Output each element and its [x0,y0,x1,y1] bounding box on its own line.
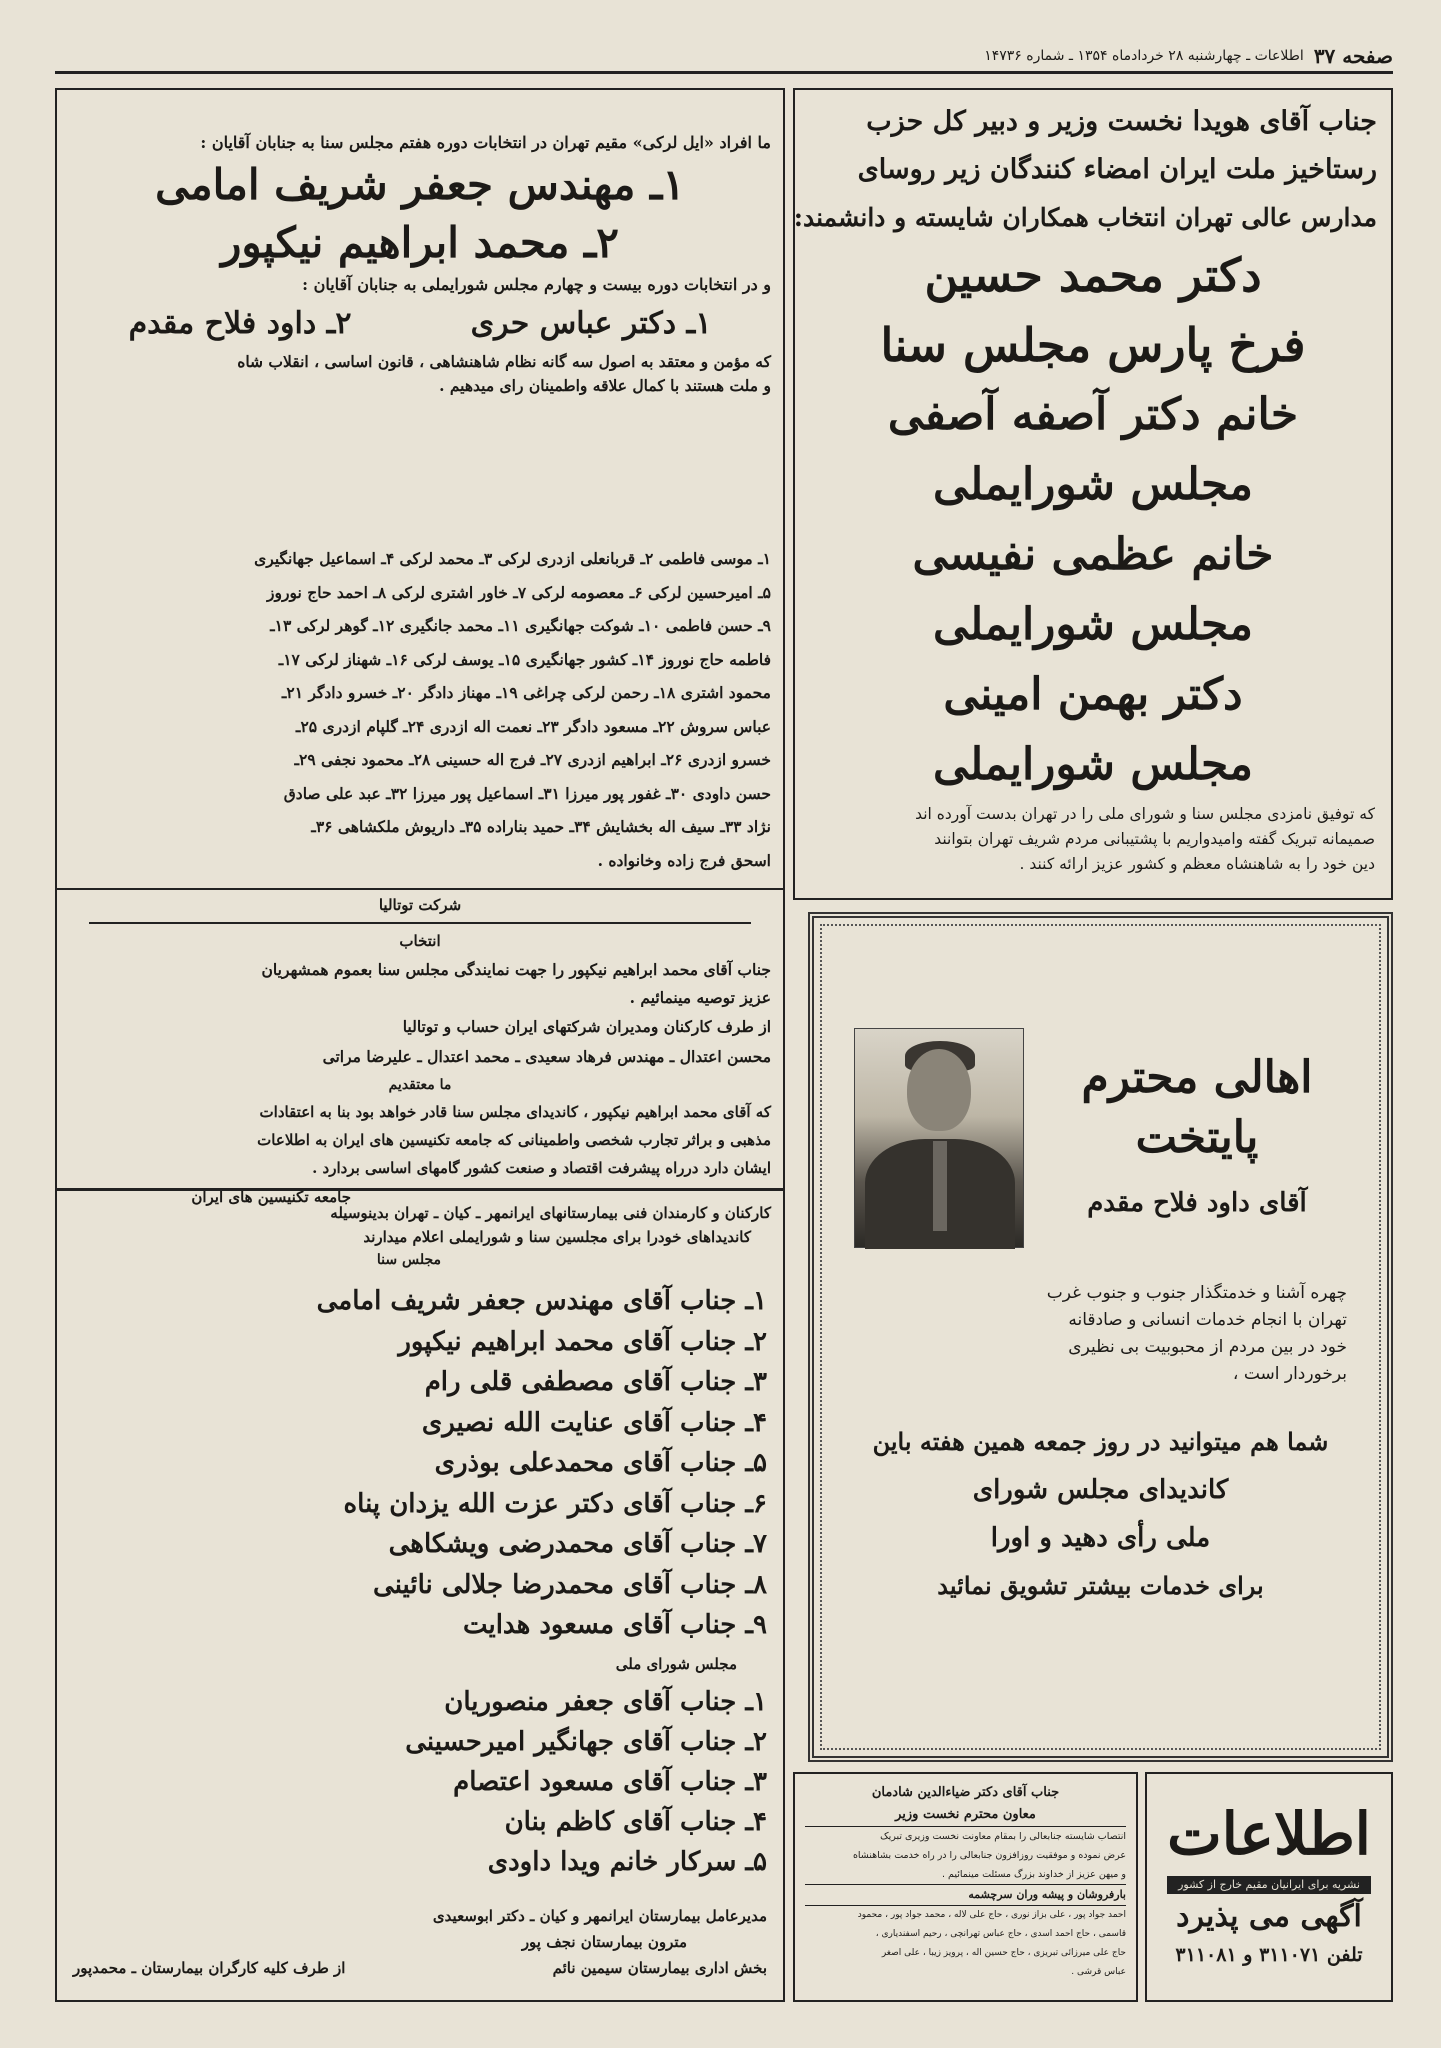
lorki-signers-10: اسحق فرج زاده وخانواده . [597,850,771,870]
lorki-signers-4: فاطمه حاج نوروز ۱۴ـ کشور جهانگیری ۱۵ـ یوسف لرکی ۱۶ـ شهناز لرکی ۱۷ـ [278,649,771,669]
ettelaat-accepts: آگهی می پذیرد [1176,1899,1362,1934]
endorsement-closing-3: دین خود را به شاهنشاه معظم و کشور عزیز ارائه کنند . [1019,855,1375,873]
congrats-line-6: قاسمی ، حاج احمد اسدی ، حاج عباس تهرانچی ، رحیم اسفندیاری ، [875,1929,1126,1939]
candidate-photo [854,1028,1024,1248]
congrats-line-5: احمد جواد پور ، علی بزاز نوری ، حاج علی لاله ، محمد جواد پور ، محمود [857,1910,1126,1920]
technicians-sign: جامعه تکنیسین های ایران [191,1188,351,1206]
framed-candidate-name: آقای داود فلاح مقدم [1087,1188,1307,1218]
hospital-majlis-2: ۲ـ جناب آقای جهانگیر امیرحسینی [405,1726,767,1757]
ettelaat-phone: تلفن ۳۱۱۰۷۱ و ۳۱۱۰۸۱ [1175,1944,1363,1966]
left-column [55,88,785,1230]
technicians-body-2: مذهبی و براثر تجارب شخصی واطمینانی که جامعه تکنیسین های ایران به اطلاعات [257,1131,771,1149]
technicians-body-1: که آقای محمد ابراهیم نیکپور ، کاندیدای مجلس سنا قادر خواهد بود بنا به اعتقادات [259,1103,771,1121]
candidate-name-5: خانم عظمی نفیسی [912,529,1274,580]
lorki-senate-2: ۲ـ محمد ابراهیم نیکپور [221,218,619,267]
technicians-body-3: ایشان دارد درراه پیشرفت اقتصاد و صنعت کشور گامهای اساسی بردارد . [312,1159,771,1177]
lorki-majlis-2: ۲ـ داود فلاح مقدم [128,306,352,341]
hospital-senate-7: ۷ـ جناب آقای محمدرضی ویشکاهی [388,1529,767,1559]
framed-body-3: خود در بین مردم از محبوبیت بی نظیری [1068,1337,1347,1357]
totalia-from: از طرف کارکنان ومدیران شرکتهای ایران حساب و توتالیا [402,1017,771,1036]
lorki-senate-1: ۱ـ مهندس جعفر شریف امامی [155,160,685,209]
totalia-body-1: جناب آقای محمد ابراهیم نیکپور را جهت نمایندگی مجلس سنا بعموم همشهریان [261,960,771,979]
totalia-body-2: عزیز توصیه مینمائیم . [629,988,771,1007]
lorki-signers-9: نژاد ۳۳ـ سیف اله بخشایش ۳۴ـ حمید بناراده ۳۵ـ داریوش ملکشاهی ۳۶ـ [311,817,771,836]
lorki-signers-1: ۱ـ موسی فاطمی ۲ـ قربانعلی ازدری لرکی ۳ـ محمد لرکی ۴ـ اسماعیل جهانگیری [254,549,771,568]
issue-info: اطلاعات ـ چهارشنبه ۲۸ خردادماه ۱۳۵۴ ـ شماره ۱۴۷۳۶ [984,47,1304,64]
framed-call-3: ملی رأی دهید و اورا [990,1523,1211,1553]
endorsement-closing-2: صمیمانه تبریک گفته وامیدواریم با پشتیبانی مردم شریف تهران بتوانند [934,830,1375,848]
lorki-belief-1: که مؤمن و معتقد به اصول سه گانه نظام شاهنشاهی ، قانون اساسی ، انقلاب شاه [237,352,771,371]
totalia-company: شرکت توتالیا [378,896,462,914]
hospital-majlis-4: ۴ـ جناب آقای کاظم بنان [504,1806,767,1837]
hospital-senate-9: ۹ـ جناب آقای مسعود هدایت [462,1610,767,1640]
endorsement-intro-2: رستاخیز ملت ایران امضاء کنندگان زیر روسای [857,154,1377,185]
hospital-majlis-3: ۳ـ جناب آقای مسعود اعتصام [453,1766,767,1797]
page-header [55,40,1393,74]
ettelaat-ad [1145,1772,1393,2002]
lorki-signers-3: ۹ـ حسن فاطمی ۱۰ـ شوکت جهانگیری ۱۱ـ محمد جانگیری ۱۲ـ گوهر لرکی ۱۳ـ [270,616,771,635]
candidate-name-7: دکتر بهمن امینی [943,669,1243,720]
hospital-senate-4: ۴ـ جناب آقای عنایت الله نصیری [421,1407,767,1438]
framed-body-1: چهره آشنا و خدمتگذار جنوب و جنوب غرب [1046,1283,1347,1303]
framed-call-1: شما هم میتوانید در روز جمعه همین هفته باین [872,1427,1329,1456]
lorki-majlis-intro: و در انتخابات دوره بیست و چهارم مجلس شورایملی به جنابان آقایان : [302,275,771,294]
framed-body-4: برخوردار است ، [1232,1364,1347,1384]
totalia-heading: انتخاب [399,932,441,950]
lorki-signers-7: خسرو ازدری ۲۶ـ ابراهیم ازدری ۲۷ـ فرج اله حسینی ۲۸ـ محمود نجفی ۲۹ـ [294,750,771,769]
congrats-line-1: انتصاب شایسته جنابعالی را بمقام معاونت نخست وزیری تبریک [880,1831,1126,1842]
ettelaat-tagline: نشریه برای ایرانیان مقیم خارج از کشور [1167,1876,1371,1894]
hospital-senate-5: ۵ـ جناب آقای محمدعلی بوذری [434,1448,767,1478]
lorki-majlis-1: ۱ـ دکتر عباس حری [470,306,712,341]
congrats-line-2: عرض نموده و موفقیت روزافزون جنابعالی را در راه خدمت بشاهنشاه [852,1850,1126,1861]
totalia-names: محسن اعتدال ـ مهندس فرهاد سعیدی ـ محمد اعتدال ـ علیرضا مراتی [322,1047,771,1066]
hospital-majlis-label: مجلس شورای ملی [615,1654,737,1673]
hospital-signature-3: بخش اداری بیمارستان سیمین نائم [552,1959,767,1977]
candidate-name-6: مجلس شورایملی [933,599,1253,650]
hospital-intro-1: کارکنان و کارمندان فنی بیمارستانهای ایرانمهر ـ کیان ـ تهران بدینوسیله [330,1204,771,1222]
candidate-name-8: مجلس شورایملی [933,739,1253,790]
framed-body-2: تهران با انجام خدمات انسانی و صادقانه [1068,1310,1347,1330]
framed-call-4: برای خدمات بیشتر تشویق نمائید [937,1571,1264,1600]
hospital-senate-6: ۶ـ جناب آقای دکتر عزت الله یزدان پناه [343,1488,767,1519]
congrats-line-7: حاج علی میرزائی تبریزی ، حاج حسین اله ، پرویز زیبا ، علی اصغر [881,1948,1126,1958]
lorki-intro: ما افراد «ایل لرکی» مقیم تهران در انتخابات دوره هفتم مجلس سنا به جنابان آقایان : [200,133,771,152]
lorki-signers-6: عباس سروش ۲۲ـ مسعود دادگر ۲۳ـ نعمت اله ازدری ۲۴ـ گلپام ازدری ۲۵ـ [295,716,771,736]
hospital-majlis-5: ۵ـ سرکار خانم ویدا داودی [487,1846,767,1877]
hospital-senate-8: ۸ـ جناب آقای محمدرضا جلالی نائینی [373,1569,767,1600]
lorki-signers-2: ۵ـ امیرحسین لرکی ۶ـ معصومه لرکی ۷ـ خاور اشتری لرکی ۸ـ احمد حاج نوروز [267,582,771,602]
endorsement-intro-1: جناب آقای هویدا نخست وزیر و دبیر کل حزب [866,106,1377,137]
hospital-senate-label: مجلس سنا [376,1252,441,1268]
framed-title-1: اهالی محترم [1081,1052,1313,1103]
candidate-name-4: مجلس شورایملی [933,459,1253,510]
hospital-senate-1: ۱ـ جناب آقای مهندس جعفر شریف امامی [316,1286,767,1316]
congrats-line-8: عباس قرشی . [1071,1967,1126,1977]
congrats-line-3: و میهن عزیز از خداوند بزرگ مسئلت مینمائیم . [942,1869,1126,1880]
ettelaat-logo: اطلاعات [1167,1800,1371,1868]
congrats-signer: بارفروشان و پیشه وران سرچشمه [805,1884,1126,1906]
lorki-signers-8: حسن داودی ۳۰ـ غفور پور میرزا ۳۱ـ اسماعیل پور میرزا ۳۲ـ عبد علی صادق [283,783,771,803]
candidate-name-1: دکتر محمد حسین [924,248,1262,302]
hospital-ad [55,1188,785,2002]
framed-campaign-ad [808,912,1393,1762]
framed-call-2: کاندیدای مجلس شورای [972,1475,1229,1505]
lorki-signers-5: محمود اشتری ۱۸ـ رحمن لرکی چراغی ۱۹ـ مهناز دادگر ۲۰ـ خسرو دادگر ۲۱ـ [281,683,771,702]
framed-title-2: پایتخت [1135,1112,1259,1163]
hospital-senate-3: ۳ـ جناب آقای مصطفی قلی رام [424,1367,767,1397]
technicians-heading: ما معتقدیم [388,1077,452,1093]
congrats-title: جناب آقای دکتر ضیاءالدین شادمان [871,1785,1060,1800]
page-number: صفحه ۳۷ [1313,43,1393,68]
endorsement-closing-1: که توفیق نامزدی مجلس سنا و شورای ملی را در تهران بدست آورده اند [915,805,1375,823]
congrats-subtitle: معاون محترم نخست وزیر [805,1804,1126,1827]
hospital-senate-2: ۲ـ جناب آقای محمد ابراهیم نیکپور [398,1326,767,1357]
hospital-signature-4: از طرف کلیه کارگران بیمارستان ـ محمدپور [73,1959,346,1977]
endorsement-ad [793,88,1393,900]
endorsement-intro-3: مدارس عالی تهران انتخاب همکاران شایسته و دانشمند: [793,203,1377,232]
hospital-signature-2: مترون بیمارستان نجف پور [521,1933,687,1951]
lorki-belief-2: و ملت هستند با کمال علاقه واطمینان رای میدهیم . [439,376,771,395]
hospital-signature-1: مدیرعامل بیمارستان ایرانمهر و کیان ـ دکتر ابوسعیدی [432,1907,767,1925]
congratulation-ad [793,1772,1138,2002]
hospital-majlis-1: ۱ـ جناب آقای جعفر منصوریان [444,1686,767,1717]
candidate-name-2: فرخ پارس مجلس سنا [880,318,1306,372]
candidate-name-3: خانم دکتر آصفه آصفی [887,389,1299,440]
hospital-intro-2: کاندیداهای خودرا برای مجلسین سنا و شورایملی اعلام میدارند [363,1228,751,1246]
